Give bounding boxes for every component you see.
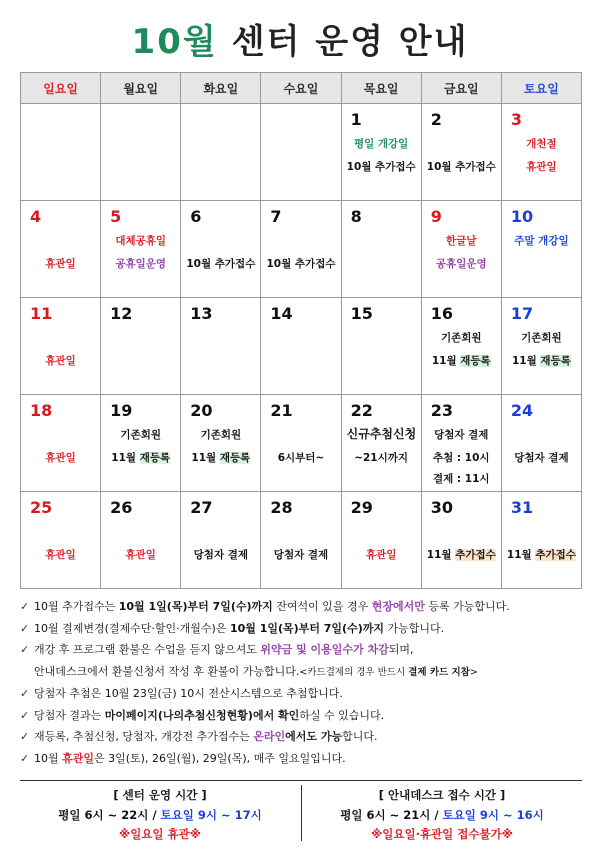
notice-emphasis: 10월 1일(목)부터 7일(수)까지 [229, 621, 384, 635]
day-cell-12 [101, 298, 181, 395]
day-note-month: 11월 [111, 452, 140, 464]
day-note: 휴관일 [45, 355, 76, 367]
checkmark-icon: ✓ [20, 687, 30, 700]
saturday-hours: 토요일 9시 ~ 17시 [160, 808, 262, 822]
day-number: 22 [350, 401, 373, 420]
notice-item [20, 683, 590, 705]
day-note [101, 450, 180, 465]
empty-day-cell [261, 104, 341, 201]
day-cell-29 [341, 492, 421, 589]
saturday-hours: 토요일 9시 ~ 16시 [442, 808, 544, 822]
page-title [0, 14, 600, 63]
day-cell-8 [341, 201, 421, 298]
day-note [422, 353, 501, 368]
day-note: 개천절 [526, 138, 557, 150]
day-cell-28 [261, 492, 341, 589]
reregister-highlight: 재등록 [139, 452, 171, 464]
day-number: 21 [270, 401, 293, 420]
day-note-month: 11월 [426, 549, 456, 561]
notice-emphasis: 휴관일 [62, 751, 95, 765]
desk-hours-warning: ※일요일·휴관일 접수불가※ [371, 827, 513, 841]
notice-text: 당첨자 추첨은 10월 23일(금) 10시 전산시스템으로 추첨합니다. [34, 687, 343, 700]
day-note-month: 11월 [511, 355, 541, 367]
notice-text: 하실 수 있습니다. [299, 708, 385, 722]
day-note: 공휴일운영 [115, 258, 167, 270]
day-note: 6시부터~ [277, 452, 325, 464]
day-cell-5 [101, 201, 181, 298]
day-cell-23 [421, 395, 501, 492]
day-cell-13 [181, 298, 261, 395]
day-cell-26 [101, 492, 181, 589]
weekday-wednesday: 수요일 [261, 73, 341, 104]
notice-text: 당첨자 결과는 [34, 708, 105, 722]
day-number: 29 [350, 498, 373, 517]
day-cell-17 [501, 298, 581, 395]
checkmark-icon: ✓ [20, 708, 30, 722]
notice-text: 잔여석이 있을 경우 [272, 600, 372, 613]
day-note: 10월 추가접수 [426, 161, 496, 173]
day-note: 당첨자 결제 [514, 452, 569, 464]
notice-item [20, 748, 590, 770]
weekday-thursday: 목요일 [341, 73, 421, 104]
day-number: 27 [190, 498, 213, 517]
notice-emphasis: 위약금 및 이용일수가 차감 [260, 643, 389, 656]
day-note [181, 450, 260, 465]
day-note: 10월 추가접수 [266, 258, 336, 270]
day-number: 2 [430, 110, 442, 129]
notice-text: 안내데스크에서 환불신청서 작성 후 환불이 가능합니다. [34, 664, 300, 678]
checkmark-icon: ✓ [20, 730, 30, 743]
notice-text: <카드결제의 경우 반드시 [299, 666, 409, 678]
week-row-5 [21, 492, 582, 589]
day-note: 주말 개강일 [514, 235, 569, 247]
desk-hours-times [302, 807, 582, 823]
day-number: 25 [30, 498, 53, 517]
day-cell-2 [421, 104, 501, 201]
day-cell-11 [21, 298, 101, 395]
day-note [422, 547, 501, 562]
day-note [502, 547, 581, 562]
center-hours-box [20, 781, 300, 843]
extra-registration-highlight: 추가접수 [455, 549, 496, 561]
day-cell-10 [501, 201, 581, 298]
extra-registration-highlight: 추가접수 [535, 549, 576, 561]
notice-emphasis: 10월 1일(목)부터 7일(수)까지 [118, 600, 273, 613]
notice-item [20, 618, 590, 640]
notice-text: 등록 가능합니다. [424, 600, 510, 613]
day-cell-4 [21, 201, 101, 298]
week-row-2 [21, 201, 582, 298]
notice-text: 가능합니다. [384, 621, 445, 635]
reregister-highlight: 재등록 [540, 355, 571, 367]
weekday-tuesday: 화요일 [181, 73, 261, 104]
day-note: 기존회원 [440, 332, 482, 344]
notice-emphasis: 에서도 가능 [285, 730, 343, 743]
notice-emphasis: 온라인 [253, 730, 286, 743]
day-number: 17 [510, 304, 534, 323]
day-note: 결제 : 11시 [432, 473, 490, 485]
notice-text: 개강 후 프로그램 환불은 수업을 듣지 않으셔도 [34, 643, 261, 656]
notice-item [20, 726, 590, 748]
day-number: 23 [430, 401, 453, 420]
day-note: 휴관일 [125, 549, 156, 561]
week-row-4 [21, 395, 582, 492]
checkmark-icon: ✓ [20, 621, 30, 635]
day-number: 26 [110, 498, 133, 517]
day-number: 4 [30, 207, 42, 226]
checkmark-icon: ✓ [20, 643, 30, 656]
notice-item-continued [20, 661, 590, 684]
day-note: 당첨자 결제 [193, 549, 249, 561]
day-number: 3 [510, 110, 522, 129]
day-note: 추첨 : 10시 [432, 452, 490, 464]
title-month: 10월 [131, 22, 218, 62]
day-number: 16 [430, 304, 453, 323]
notice-text: 10월 추가접수는 [34, 600, 119, 613]
weekday-header-row [21, 73, 582, 104]
day-cell-16 [421, 298, 501, 395]
day-cell-7 [261, 201, 341, 298]
notice-emphasis: 현장에서만 [371, 600, 425, 613]
day-cell-24 [501, 395, 581, 492]
empty-day-cell [101, 104, 181, 201]
day-cell-3 [501, 104, 581, 201]
day-number: 7 [270, 207, 282, 226]
day-number: 12 [110, 304, 133, 323]
weekday-hours: 평일 6시 ~ 22시 / [58, 808, 161, 822]
day-cell-15 [341, 298, 421, 395]
day-note: 당첨자 결제 [273, 549, 329, 561]
day-number: 20 [190, 401, 213, 420]
day-note: 휴관일 [45, 452, 76, 464]
notice-item [20, 596, 590, 618]
weekday-friday: 금요일 [421, 73, 501, 104]
title-rest: 센터 운영 안내 [231, 22, 469, 62]
day-number: 15 [350, 304, 373, 323]
day-note: 10월 추가접수 [346, 161, 416, 173]
day-cell-22 [341, 395, 421, 492]
day-cell-6 [181, 201, 261, 298]
day-number: 8 [350, 207, 362, 226]
day-number: 18 [30, 401, 53, 420]
day-note: 기존회원 [120, 429, 161, 441]
day-note: 10월 추가접수 [186, 258, 256, 270]
weekday-hours: 평일 6시 ~ 21시 / [340, 808, 443, 822]
day-cell-20 [181, 395, 261, 492]
day-number: 28 [270, 498, 293, 517]
day-note: 휴관일 [45, 258, 76, 270]
center-hours-times [20, 807, 300, 823]
weekday-monday: 월요일 [101, 73, 181, 104]
week-row-3 [21, 298, 582, 395]
day-cell-14 [261, 298, 341, 395]
day-note: 한글날 [446, 235, 477, 247]
day-number: 9 [430, 207, 442, 226]
day-number: 31 [510, 498, 534, 517]
notice-text: 합니다. [342, 730, 378, 743]
week-row-1 [21, 104, 582, 201]
day-note: 공휴일운영 [435, 258, 487, 270]
day-note-month: 11월 [431, 355, 461, 367]
notice-text: > [469, 666, 478, 678]
day-cell-27 [181, 492, 261, 589]
weekday-sunday: 일요일 [21, 73, 101, 104]
notice-text: 10월 결제변경(결제수단·할인·개월수)은 [34, 621, 230, 635]
notice-text: 되며, [388, 643, 414, 656]
day-note: 휴관일 [526, 161, 557, 173]
notice-text: 10월 [34, 751, 63, 765]
empty-day-cell [21, 104, 101, 201]
day-note: 당첨자 결제 [434, 429, 489, 441]
day-note: 기존회원 [521, 332, 562, 344]
day-number: 14 [270, 304, 293, 323]
day-number: 6 [190, 207, 202, 226]
day-number: 30 [430, 498, 453, 517]
day-number: 24 [510, 401, 534, 420]
day-number: 5 [110, 207, 122, 226]
notice-text: 은 3일(토), 26일(월), 29일(목), 매주 일요일입니다. [94, 751, 346, 765]
reregister-highlight: 재등록 [460, 355, 491, 367]
day-note: ~21시까지 [354, 452, 409, 464]
day-number: 1 [350, 110, 362, 129]
empty-day-cell [181, 104, 261, 201]
notice-item [20, 705, 590, 727]
day-note: 휴관일 [45, 549, 76, 561]
day-note: 휴관일 [365, 549, 397, 561]
desk-hours-header: [ 안내데스크 접수 시간 ] [378, 788, 506, 802]
notice-list [20, 596, 590, 769]
day-number: 10 [510, 207, 534, 226]
day-cell-18 [21, 395, 101, 492]
day-note: 기존회원 [200, 429, 242, 441]
day-number: 19 [110, 401, 133, 420]
weekday-saturday: 토요일 [501, 73, 581, 104]
day-cell-30 [421, 492, 501, 589]
notice-text: 재등록, 추첨신청, 당첨자, 개강전 추가접수는 [34, 730, 254, 743]
day-note: 평일 개강일 [353, 138, 409, 150]
day-note-month: 11월 [506, 549, 536, 561]
desk-hours-box [302, 781, 582, 843]
day-cell-9 [421, 201, 501, 298]
day-cell-19 [101, 395, 181, 492]
day-number: 11 [30, 304, 53, 323]
day-number: 13 [190, 304, 213, 323]
calendar-table [20, 72, 582, 589]
notice-emphasis: 결제 카드 지참 [408, 666, 470, 678]
checkmark-icon: ✓ [20, 751, 30, 765]
center-hours-warning: ※일요일 휴관※ [119, 827, 201, 841]
hours-section [20, 780, 582, 843]
checkmark-icon: ✓ [20, 600, 30, 613]
new-lottery-application-label: 신규추첨신청 [346, 427, 417, 441]
notice-item [20, 639, 590, 661]
day-cell-1 [341, 104, 421, 201]
day-cell-31 [501, 492, 581, 589]
day-cell-25 [21, 492, 101, 589]
day-note-month: 11월 [191, 452, 220, 464]
center-hours-header: [ 센터 운영 시간 ] [113, 788, 207, 802]
day-note: 대체공휴일 [115, 235, 167, 247]
day-note [502, 353, 581, 368]
notice-emphasis: 마이페이지(나의추첨신청현황)에서 확인 [104, 708, 300, 722]
reregister-highlight: 재등록 [219, 452, 251, 464]
